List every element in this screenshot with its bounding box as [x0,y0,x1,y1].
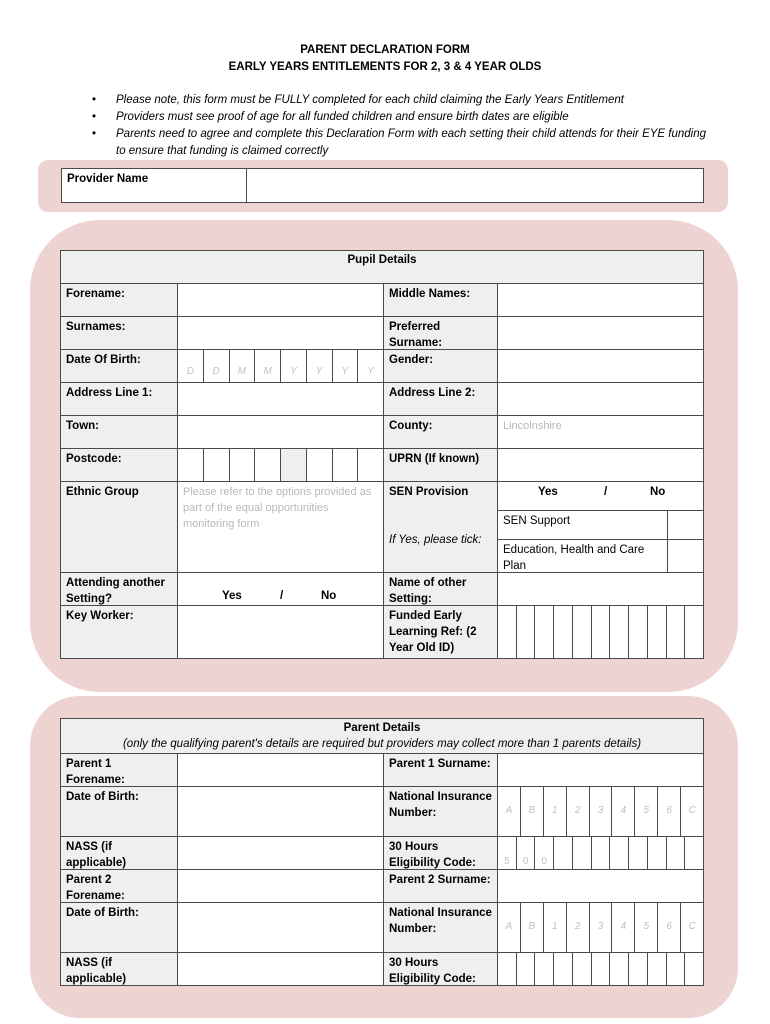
dob-digit-box[interactable]: Y [357,350,383,382]
provider-name-field[interactable] [246,168,704,203]
dob-label: Date Of Birth: [60,349,178,383]
sen-provision-label: SEN Provision [389,486,469,498]
postcode-char-box[interactable] [332,449,358,481]
surnames-label: Surnames: [60,316,178,350]
instruction-item: • Parents need to agree and complete this Declaration Form with each setting their child attends for their EYE funding to ensure that funding is claimed correctly [92,126,712,160]
preferred-surname-label: Preferred Surname: [383,316,498,350]
postcode-label: Postcode: [60,448,178,482]
p1-ni-boxes [498,787,703,836]
p2-eligibility-label: 30 Hours Eligibility Code: [383,952,498,986]
code-char-box[interactable]: 0 [534,837,553,869]
postcode-char-box[interactable] [229,449,255,481]
sen-slash: / [604,486,608,498]
instructions-list [92,92,712,160]
attending-yes-option[interactable]: Yes [222,590,242,602]
ni-char-box[interactable]: 5 [634,903,657,952]
uprn-label: UPRN (If known) [383,448,498,482]
code-char-box[interactable] [591,953,610,985]
attending-no-option[interactable]: No [321,590,337,602]
parent-heading-text: Parent Details [343,722,421,734]
postcode-char-box[interactable] [203,449,229,481]
funded-ref-boxes [498,606,703,658]
dob-digit-box[interactable]: D [186,366,194,377]
funded-ref-label: Funded Early Learning Ref: (2 Year Old ID) [383,605,498,659]
attending-slash: / [280,590,284,602]
county-label: County: [383,415,498,449]
parent-details-heading [60,718,704,754]
ni-char-box[interactable]: C [680,903,703,952]
key-worker-field[interactable] [177,605,384,659]
code-char-box[interactable] [628,953,647,985]
postcode-field[interactable] [177,448,384,482]
ni-char-box[interactable]: 4 [611,903,634,952]
town-field[interactable] [177,415,384,449]
p1-eligibility-label: 30 Hours Eligibility Code: [383,836,498,870]
funded-ref-box[interactable] [534,606,553,658]
form-title: PARENT DECLARATION FORM [300,44,470,56]
p1-surname-field[interactable] [497,753,704,787]
funded-ref-box[interactable] [628,606,647,658]
ni-char-box[interactable]: C [680,787,703,836]
code-char-box[interactable] [684,837,703,869]
p2-ni-label: National Insurance Number: [383,902,498,953]
ethnic-group-field[interactable]: Please refer to the options provided as part of the equal opportunities monitoring form [177,481,384,573]
ehc-plan-checkbox[interactable] [667,539,704,573]
instruction-item: • Please note, this form must be FULLY completed for each child claiming the Early Years Entitlement [92,92,712,109]
ehc-plan-label: Education, Health and Care Plan [497,539,668,573]
postcode-char-box[interactable] [178,449,203,481]
code-char-box[interactable] [647,837,666,869]
address1-label: Address Line 1: [60,382,178,416]
funded-ref-box[interactable] [684,606,703,658]
sen-yes-no-cell [497,481,704,511]
ni-char-box[interactable]: 1 [543,903,566,952]
code-char-box[interactable] [572,953,591,985]
ni-char-box[interactable]: 3 [589,787,612,836]
ethnic-group-label: Ethnic Group [60,481,178,573]
p2-code-boxes [498,953,703,985]
code-char-box[interactable] [647,953,666,985]
town-label: Town: [60,415,178,449]
middle-names-label: Middle Names: [383,283,498,317]
p1-dob-label: Date of Birth: [60,786,178,837]
gender-label: Gender: [383,349,498,383]
code-char-box[interactable] [591,837,610,869]
preferred-surname-field[interactable] [497,316,704,350]
dob-digit-box[interactable]: M [254,350,280,382]
ni-char-box[interactable]: 6 [657,903,680,952]
ni-char-box[interactable]: 5 [634,787,657,836]
postcode-char-box[interactable] [254,449,280,481]
attending-yes-no-cell [177,572,384,606]
code-char-box[interactable] [553,837,572,869]
dob-digit-box[interactable]: Y [306,350,332,382]
sen-provision-label-cell [383,481,498,573]
county-field[interactable]: Lincolnshire [497,415,704,449]
code-char-box[interactable] [666,837,685,869]
ni-char-box[interactable]: B [520,787,543,836]
dob-digit-box[interactable]: Y [332,350,358,382]
dob-digit-boxes [178,350,383,382]
p1-eligibility-field[interactable] [497,836,704,870]
p1-surname-label: Parent 1 Surname: [383,753,498,787]
gender-field[interactable] [497,349,704,383]
p2-surname-label: Parent 2 Surname: [383,869,498,903]
forename-field[interactable] [177,283,384,317]
code-char-box[interactable]: 5 [504,856,510,867]
postcode-char-box [280,449,306,481]
dob-digit-box[interactable]: D [203,350,229,382]
dob-field[interactable] [177,349,384,383]
p1-ni-label: National Insurance Number: [383,786,498,837]
p2-forename-label: Parent 2 Forename: [60,869,178,903]
funded-ref-box[interactable] [609,606,628,658]
p1-nass-field[interactable] [177,836,384,870]
sen-no-option[interactable]: No [650,486,666,498]
p2-dob-field[interactable] [177,902,384,953]
form-subtitle: EARLY YEARS ENTITLEMENTS FOR 2, 3 & 4 YEAR OLDS [228,61,542,73]
sen-yes-option[interactable]: Yes [538,486,558,498]
p2-nass-field[interactable] [177,952,384,986]
code-char-box[interactable] [553,953,572,985]
dob-digit-box[interactable]: Y [280,350,306,382]
funded-ref-box[interactable] [666,606,685,658]
code-char-box[interactable] [516,953,535,985]
ni-char-box[interactable]: 2 [566,903,589,952]
key-worker-label: Key Worker: [60,605,178,659]
funded-ref-box[interactable] [647,606,666,658]
ni-char-box[interactable]: 1 [543,787,566,836]
middle-names-field[interactable] [497,283,704,317]
ni-char-box[interactable]: A [505,921,513,932]
ni-char-box[interactable]: 3 [589,903,612,952]
funded-ref-box[interactable] [591,606,610,658]
code-char-box[interactable] [609,837,628,869]
funded-ref-field[interactable] [497,605,704,659]
p2-eligibility-field[interactable] [497,952,704,986]
code-char-box[interactable] [628,837,647,869]
p2-forename-field[interactable] [177,869,384,903]
ni-char-box[interactable]: 2 [566,787,589,836]
sen-support-checkbox[interactable] [667,510,704,540]
attending-label: Attending another Setting? [60,572,178,606]
other-setting-field[interactable] [497,572,704,606]
p1-forename-field[interactable] [177,753,384,787]
pupil-heading-text: Pupil Details [347,254,417,266]
address1-field[interactable] [177,382,384,416]
parent-subheading-text: (only the qualifying parent's details are required but providers may collect more than 1 parents details) [122,738,642,750]
other-setting-label: Name of other Setting: [383,572,498,606]
code-char-box[interactable] [498,953,516,985]
p1-code-boxes [498,837,703,869]
p1-dob-field[interactable] [177,786,384,837]
instruction-item: • Providers must see proof of age for all funded children and ensure birth dates are eligible [92,109,712,126]
surnames-field[interactable] [177,316,384,350]
p2-ni-field[interactable] [497,902,704,953]
p2-surname-field[interactable] [497,869,704,903]
ni-char-box[interactable]: 6 [657,787,680,836]
sen-support-label: SEN Support [497,510,668,540]
p1-ni-field[interactable] [497,786,704,837]
code-char-box[interactable]: 0 [516,837,535,869]
code-char-box[interactable] [684,953,703,985]
p1-forename-label: Parent 1 Forename: [60,753,178,787]
code-char-box[interactable] [534,953,553,985]
p2-dob-label: Date of Birth: [60,902,178,953]
address2-field[interactable] [497,382,704,416]
funded-ref-box[interactable] [516,606,535,658]
funded-ref-box[interactable] [572,606,591,658]
pupil-details-heading [60,250,704,284]
code-char-box[interactable] [666,953,685,985]
funded-ref-box[interactable] [498,606,516,658]
ni-char-box[interactable]: A [505,805,513,816]
postcode-char-box[interactable] [306,449,332,481]
ni-char-box[interactable]: B [520,903,543,952]
p2-ni-boxes [498,903,703,952]
forename-label: Forename: [60,283,178,317]
postcode-char-boxes [178,449,383,481]
address2-label: Address Line 2: [383,382,498,416]
p1-nass-label: NASS (if applicable) [60,836,178,870]
code-char-box[interactable] [572,837,591,869]
sen-tick-label: If Yes, please tick: [389,534,482,546]
dob-digit-box[interactable]: M [229,350,255,382]
postcode-char-box[interactable] [357,449,383,481]
ni-char-box[interactable]: 4 [611,787,634,836]
uprn-field[interactable] [497,448,704,482]
code-char-box[interactable] [609,953,628,985]
p2-nass-label: NASS (if applicable) [60,952,178,986]
provider-name-label: Provider Name [61,168,247,203]
funded-ref-box[interactable] [553,606,572,658]
